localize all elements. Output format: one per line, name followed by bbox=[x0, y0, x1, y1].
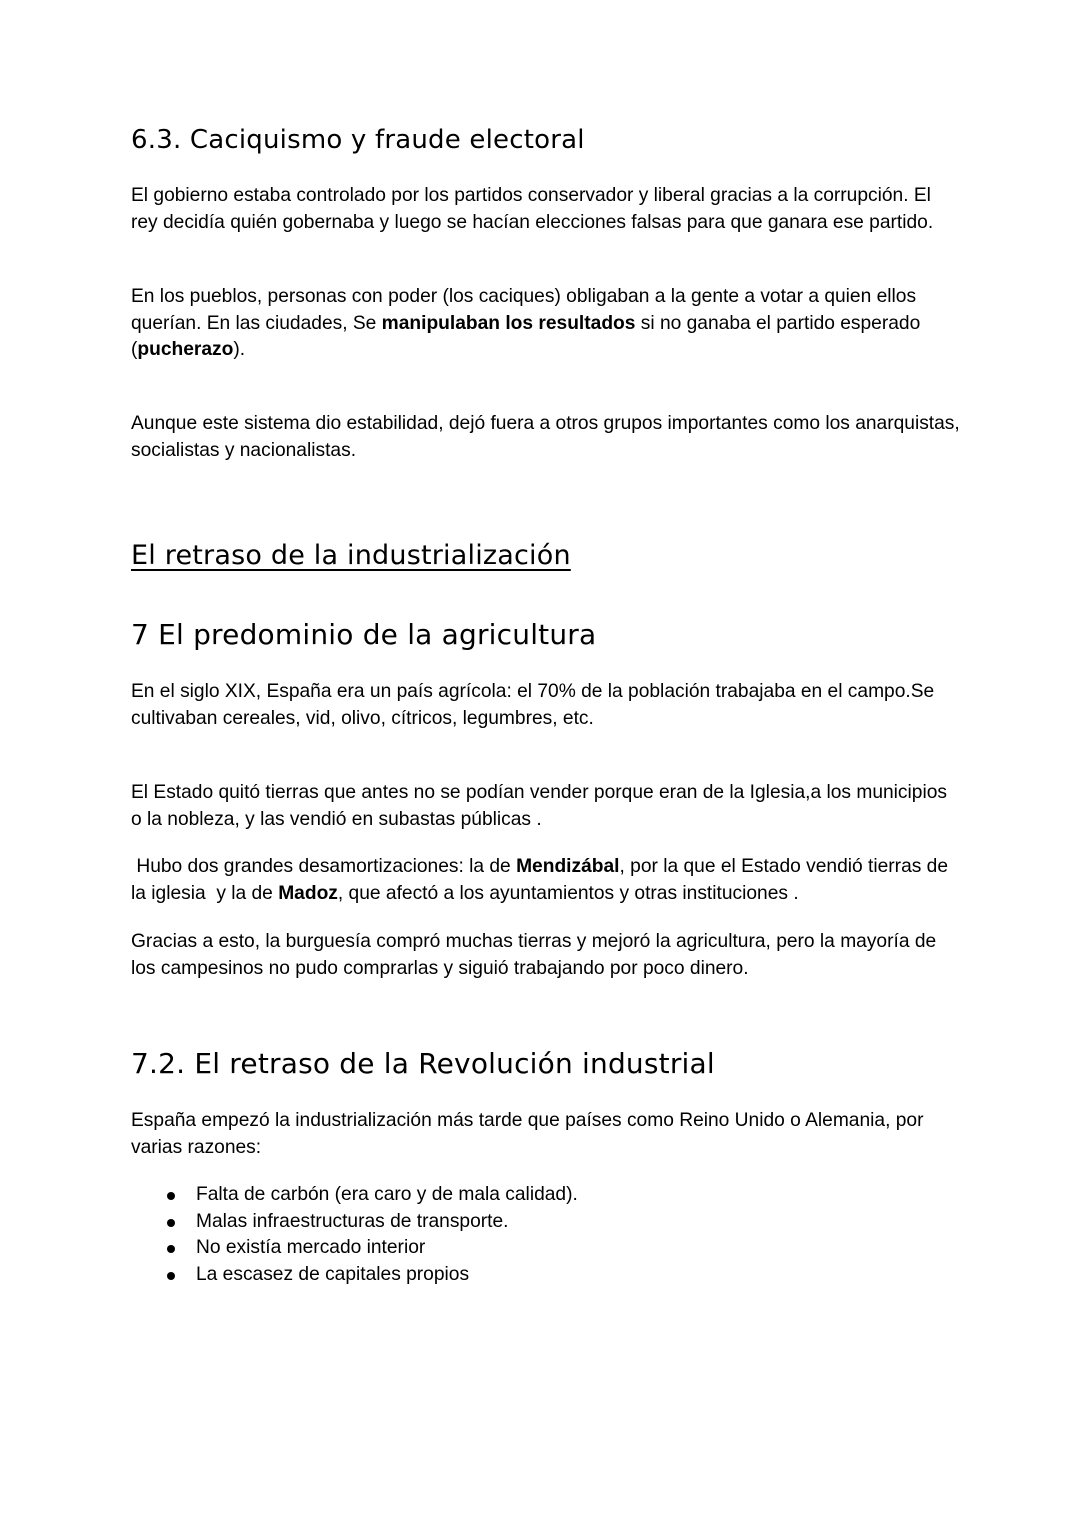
paragraph-agricultura-4: Gracias a esto, la burguesía compró muchas tierras y mejoró la agricultura, pero la mayoría de los campesinos no pudo comprarlas y siguió trabajando por poco dinero. bbox=[131, 931, 937, 979]
bold-term-manipulaban: manipulaban los resultados bbox=[381, 312, 636, 334]
text-run: , que afectó a los ayuntamientos y otras instituciones . bbox=[337, 882, 799, 904]
section-title-agricultura: 7 El predominio de la agricultura bbox=[131, 618, 597, 651]
paragraph-revolucion-1: España empezó la industrialización más tarde que países como Reino Unido o Alemania, por varias razones: bbox=[131, 1110, 924, 1158]
list-item bbox=[131, 1182, 578, 1209]
reasons-list bbox=[131, 1182, 578, 1288]
bold-term-madoz: Madoz bbox=[278, 882, 338, 904]
paragraph-agricultura-1: En el siglo XIX, España era un país agrícola: el 70% de la población trabajaba en el campo.Se cultivaban cereales, vid, olivo, cítricos, legumbres, etc. bbox=[131, 681, 935, 729]
text-run: Hubo dos grandes desamortizaciones: la de bbox=[131, 856, 517, 877]
bold-term-pucherazo: pucherazo bbox=[137, 339, 234, 360]
paragraph-caciquismo-1: El gobierno estaba controlado por los partidos conservador y liberal gracias a la corrupción. El rey decidía quién gobernaba y luego se hacían elecciones falsas para que ganara ese partido. bbox=[131, 185, 934, 233]
paragraph-caciquismo-3: Aunque este sistema dio estabilidad, dejó fuera a otros grupos importantes como los anarquistas, socialistas y nacionalistas. bbox=[131, 413, 960, 461]
text-run: , por la que el Estado vendió tierras de la iglesia y la de bbox=[131, 856, 954, 904]
text-run: si no ganaba el partido esperado ( bbox=[131, 312, 926, 360]
bullet-icon bbox=[167, 1192, 175, 1200]
paragraph-agricultura-2: El Estado quitó tierras que antes no se podían vender porque eran de la Iglesia,a los municipios o la nobleza, y las vendió en subastas públicas . bbox=[131, 782, 947, 830]
text-run: En los pueblos, personas con poder (los caciques) obligaban a la gente a votar a quien ellos querían. En las ciudades, Se bbox=[131, 286, 922, 334]
list-item-text: No existía mercado interior bbox=[196, 1237, 426, 1258]
list-item bbox=[131, 1209, 578, 1236]
chapter-title: El retraso de la industrialización bbox=[131, 540, 571, 571]
text-run: ). bbox=[233, 339, 246, 360]
paragraph-agricultura-3 bbox=[131, 854, 961, 907]
bullet-icon bbox=[167, 1219, 175, 1227]
list-item-text: Falta de carbón (era caro y de mala calidad). bbox=[196, 1184, 578, 1205]
list-item-text: Malas infraestructuras de transporte. bbox=[196, 1210, 509, 1232]
paragraph-caciquismo-2 bbox=[131, 284, 961, 364]
list-item-text: La escasez de capitales propios bbox=[196, 1263, 470, 1285]
bullet-icon bbox=[167, 1245, 175, 1253]
section-title-revolucion: 7.2. El retraso de la Revolución industrial bbox=[131, 1047, 715, 1080]
section-title-caciquismo: 6.3. Caciquismo y fraude electoral bbox=[131, 125, 585, 155]
bold-term-mendizabal: Mendizábal bbox=[516, 856, 620, 877]
bullet-icon bbox=[167, 1272, 175, 1280]
list-item bbox=[131, 1262, 578, 1289]
list-item bbox=[131, 1235, 578, 1262]
